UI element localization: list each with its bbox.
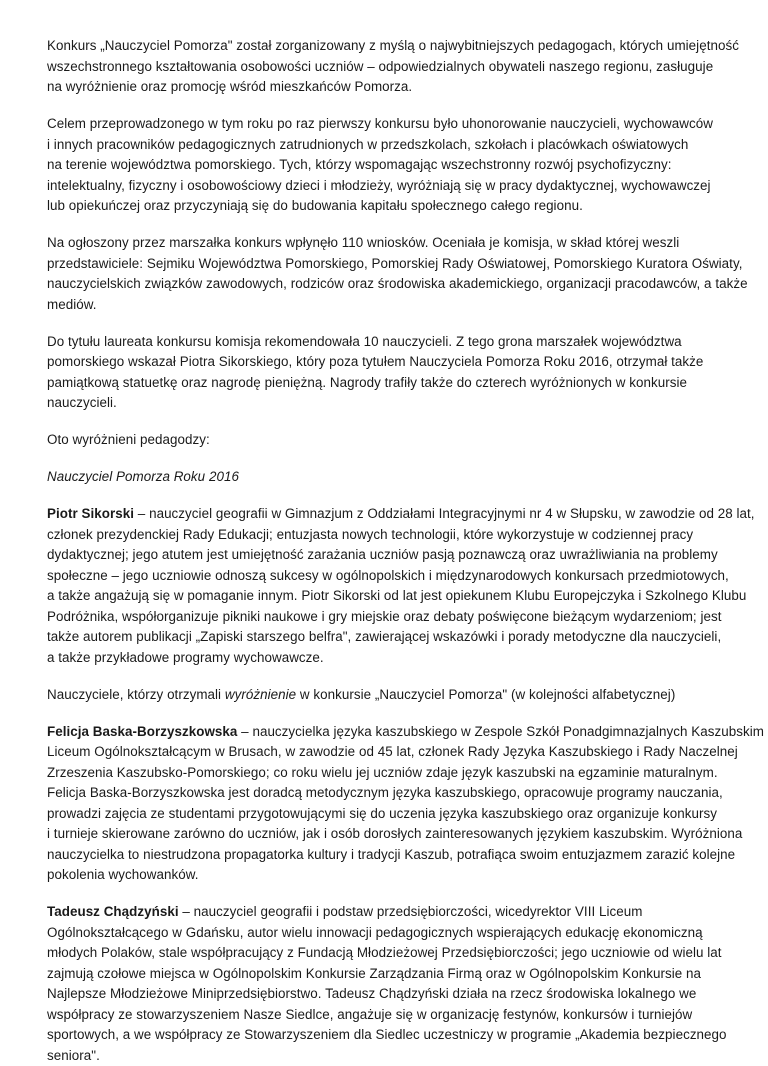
text-line: na wyróżnienie oraz promocję wśród mieszkańców Pomorza.: [47, 77, 728, 98]
person-name: Tadeusz Chądzyński: [47, 904, 179, 919]
text-line: nauczycielskich związków zawodowych, rodziców oraz środowiska akademickiego, organizacji pracodawców, a także: [47, 274, 728, 295]
intro-paragraph: [47, 36, 728, 98]
text-line: pamiątkową statuetkę oraz nagrodę pieniężną. Nagrody trafiły także do czterech wyróżnionych w konkursie: [47, 373, 728, 394]
text-line: Celem przeprowadzonego w tym roku po raz pierwszy konkursu było uhonorowanie nauczycieli, wychowawców: [47, 114, 728, 135]
text-line: członek prezydenckiej Rady Edukacji; entuzjasta nowych technologii, które wykorzystuje w codziennej pracy: [47, 525, 728, 546]
text-line: na terenie województwa pomorskiego. Tych, którzy wspomagając wszechstronny rozwój psychofizyczny:: [47, 155, 728, 176]
text-line: [47, 685, 728, 706]
text-line: dydaktycznej; jego atutem jest umiejętność zarażania uczniów pasją poznawczą oraz uwrażliwiania na problemy: [47, 545, 728, 566]
text-line: pokolenia wychowanków.: [47, 865, 728, 886]
text-fragment: w konkursie „Nauczyciel Pomorza" (w kolejności alfabetycznej): [296, 687, 675, 702]
distinction-intro-paragraph: [47, 685, 728, 706]
text-line: Na ogłoszony przez marszałka konkurs wpłynęło 110 wniosków. Oceniała je komisja, w skład której weszli: [47, 233, 728, 254]
text-line: Liceum Ogólnokształcącym w Brusach, w zawodzie od 45 lat, członek Rady Języka Kaszubskiego i Rady Naczelnej: [47, 742, 728, 763]
text-line: współpracy ze stowarzyszeniem Nasze Siedlce, angażuje się w organizację festynów, konkursów i turniejów: [47, 1005, 728, 1026]
text-line: Konkurs „Nauczyciel Pomorza" został zorganizowany z myślą o najwybitniejszych pedagogach, których umiejętność: [47, 36, 728, 57]
award-heading: [47, 467, 728, 488]
person-name: Piotr Sikorski: [47, 506, 134, 521]
text-line: Ogólnokształcącego w Gdańsku, autor wielu innowacji pedagogicznych wspierających edukację ekonomiczną: [47, 923, 728, 944]
distinction-word: wyróżnienie: [225, 687, 296, 702]
text-line: Podróżnika, współorganizuje pikniki naukowe i gry miejskie oraz debaty poświęcone bieżącym wydarzeniom; jest: [47, 607, 728, 628]
text-line: nauczycielka to niestrudzona propagatorka kultury i tradycji Kaszub, potrafiąca swoim entuzjazmem zarazić kolejne: [47, 845, 728, 866]
text-fragment: – nauczycielka języka kaszubskiego w Zespole Szkół Ponadgimnazjalnych Kaszubskim: [237, 724, 764, 739]
person-name: Felicja Baska-Borzyszkowska: [47, 724, 237, 739]
goal-paragraph: [47, 114, 728, 217]
text-line: pomorskiego wskazał Piotra Sikorskiego, który poza tytułem Nauczyciela Pomorza Roku 2016, otrzymał także: [47, 352, 728, 373]
text-line: i turnieje skierowane zarówno do uczniów, jak i osób dorosłych zainteresowanych językiem kaszubskim. Wyróżniona: [47, 824, 728, 845]
text-line: i innych pracowników pedagogicznych zatrudnionych w przedszkolach, szkołach i placówkach oświatowych: [47, 135, 728, 156]
text-line: przedstawiciele: Sejmiku Województwa Pomorskiego, Pomorskiej Rady Oświatowej, Pomorskiego Kuratora Oświaty,: [47, 254, 728, 275]
text-line: prowadzi zajęcia ze studentami przygotowującymi się do uczenia języka kaszubskiego oraz organizuje konkursy: [47, 804, 728, 825]
text-line: młodych Polaków, stale współpracujący z Fundacją Młodzieżowej Przedsiębiorczości; jego uczniowie od wielu lat: [47, 943, 728, 964]
award-title: Nauczyciel Pomorza Roku 2016: [47, 467, 728, 488]
text-fragment: – nauczyciel geografii i podstaw przedsiębiorczości, wicedyrektor VIII Liceum: [179, 904, 643, 919]
text-line: [47, 504, 728, 525]
text-line: społeczne – jego uczniowie odnoszą sukcesy w ogólnopolskich i międzynarodowych konkursach przedmiotowych,: [47, 566, 728, 587]
text-line: lub opiekuńczej oraz przyczyniają się do budowania kapitału społecznego całego regionu.: [47, 196, 728, 217]
text-fragment: Nauczyciele, którzy otrzymali: [47, 687, 225, 702]
text-line: Do tytułu laureata konkursu komisja rekomendowała 10 nauczycieli. Z tego grona marszałek województwa: [47, 332, 728, 353]
text-line: także autorem publikacji „Zapiski starszego belfra", zawierającej wskazówki i porady metodyczne dla nauczycieli,: [47, 627, 728, 648]
honored-intro-paragraph: [47, 430, 728, 451]
baska-borzyszkowska-paragraph: [47, 722, 728, 886]
text-fragment: – nauczyciel geografii w Gimnazjum z Oddziałami Integracyjnymi nr 4 w Słupsku, w zawodzie od 28 lat,: [134, 506, 755, 521]
text-line: a także przykładowe programy wychowawcze.: [47, 648, 728, 669]
text-line: Najlepsze Młodzieżowe Miniprzedsiębiorstwo. Tadeusz Chądzyński działa na rzecz środowiska lokalnego we: [47, 984, 728, 1005]
text-line: [47, 722, 728, 743]
text-line: a także angażują się w pomaganie innym. Piotr Sikorski od lat jest opiekunem Klubu Europejczyka i Szkolnego Klubu: [47, 586, 728, 607]
commission-paragraph: [47, 233, 728, 315]
text-line: nauczycieli.: [47, 393, 728, 414]
text-line: Zrzeszenia Kaszubsko-Pomorskiego; co roku wielu jej uczniów zdaje język kaszubski na egzaminie maturalnym.: [47, 763, 728, 784]
text-line: zajmują czołowe miejsca w Ogólnopolskim Konkursie Zarządzania Firmą oraz w Ogólnopolskim Konkursie na: [47, 964, 728, 985]
text-line: seniora".: [47, 1046, 728, 1066]
text-line: Felicja Baska-Borzyszkowska jest doradcą metodycznym języka kaszubskiego, opracowuje programy nauczania,: [47, 783, 728, 804]
text-line: mediów.: [47, 295, 728, 316]
text-line: sportowych, a we współpracy ze Stowarzyszeniem dla Siedlec uczestniczy w programie „Akademia bezpiecznego: [47, 1025, 728, 1046]
laureate-paragraph: [47, 332, 728, 414]
text-line: Oto wyróżnieni pedagodzy:: [47, 430, 728, 451]
text-line: wszechstronnego kształtowania osobowości uczniów – odpowiedzialnych obywateli naszego regionu, zasługuje: [47, 57, 728, 78]
text-line: intelektualny, fizyczny i osobowościowy dzieci i młodzieży, wyróżniają się w pracy dydaktycznej, wychowawczej: [47, 176, 728, 197]
sikorski-paragraph: [47, 504, 728, 668]
text-line: [47, 902, 728, 923]
chadzynski-paragraph: [47, 902, 728, 1066]
